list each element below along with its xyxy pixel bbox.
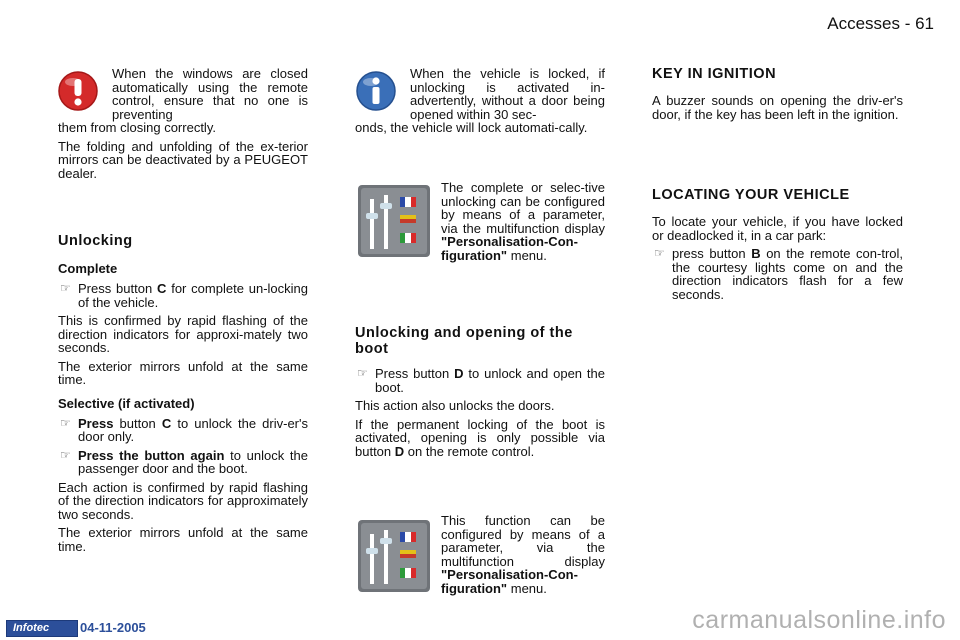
config-text: The complete or selec-tive unlocking can be configured by means of a parameter, via the multifunction display "Personalisation-Con-figuration" menu.: [441, 180, 605, 263]
boot-action-text: This action also unlocks the doors.: [355, 398, 555, 413]
warning-text: When the windows are closed automatically using the remote control, ensure that no one is preventing: [112, 66, 308, 122]
config-text-2: This function can be configured by means of a parameter, via the multifunction display "Personalisation-Con-figuration" menu.: [441, 513, 605, 596]
unlocking-heading: Unlocking: [58, 233, 133, 249]
pointing-hand-icon: ☞: [60, 415, 71, 430]
infotec-logo: Infotec: [6, 620, 78, 637]
settings-sliders-icon: [358, 520, 430, 597]
warning-text-rest: them from closing correctly.: [58, 120, 216, 135]
info-text: When the vehicle is locked, if unlocking is activated in-advertently, without a door being opened within 30 sec-: [410, 66, 605, 122]
selective-bullet-2: ☞ Press the button again to unlock the passenger door and the boot.: [60, 447, 308, 476]
footer-date: 04-11-2005: [80, 620, 146, 635]
confirm-text: This is confirmed by rapid flashing of the direction indicators for approxi-mately two seconds.: [58, 313, 308, 355]
settings-sliders-icon: [358, 185, 430, 262]
boot-bullet: ☞ Press button D to unlock and open the boot.: [357, 366, 605, 395]
complete-bullet: ☞ Press button C for complete un-locking of the vehicle.: [60, 281, 308, 310]
boot-permanent-text: If the permanent locking of the boot is activated, opening is only possible via button D on the remote control.: [355, 416, 605, 459]
selective-bullet-1: ☞ Press button C to unlock the driv-er's door only.: [60, 415, 308, 444]
boot-heading: Unlocking and opening of the boot: [355, 325, 573, 357]
pointing-hand-icon: ☞: [60, 281, 71, 295]
key-in-ignition-text: A buzzer sounds on opening the driv-er's door, if the key has been left in the ignition.: [652, 93, 903, 122]
key-in-ignition-heading: KEY IN IGNITION: [652, 66, 777, 82]
pointing-hand-icon: ☞: [654, 246, 665, 260]
pointing-hand-icon: ☞: [357, 366, 368, 380]
watermark: carmanualsonline.info: [692, 606, 946, 634]
locating-text: To locate your vehicle, if you have locked or deadlocked it, in a car park:: [652, 214, 903, 243]
locating-bullet: ☞ press button B on the remote con-trol, the courtesy lights come on and the direction indicators flash for a few seconds.: [654, 246, 903, 302]
complete-heading: Complete: [58, 261, 118, 276]
mirrors-unfold-text: The exterior mirrors unfold at the same time.: [58, 358, 308, 387]
mirrors-unfold-text-2: The exterior mirrors unfold at the same time.: [58, 525, 308, 554]
pointing-hand-icon: ☞: [60, 447, 71, 462]
mirror-text: The folding and unfolding of the ex-terior mirrors can be deactivated by a PEUGEOT dealer.: [58, 138, 308, 181]
locating-heading: LOCATING YOUR VEHICLE: [652, 187, 850, 203]
each-action-text: Each action is confirmed by rapid flashing of the direction indicators for approximately two seconds.: [58, 479, 308, 522]
page-title: Accesses - 61: [827, 14, 934, 33]
info-text-rest: onds, the vehicle will lock automati-cally.: [355, 120, 588, 135]
selective-heading: Selective (if activated): [58, 395, 195, 411]
